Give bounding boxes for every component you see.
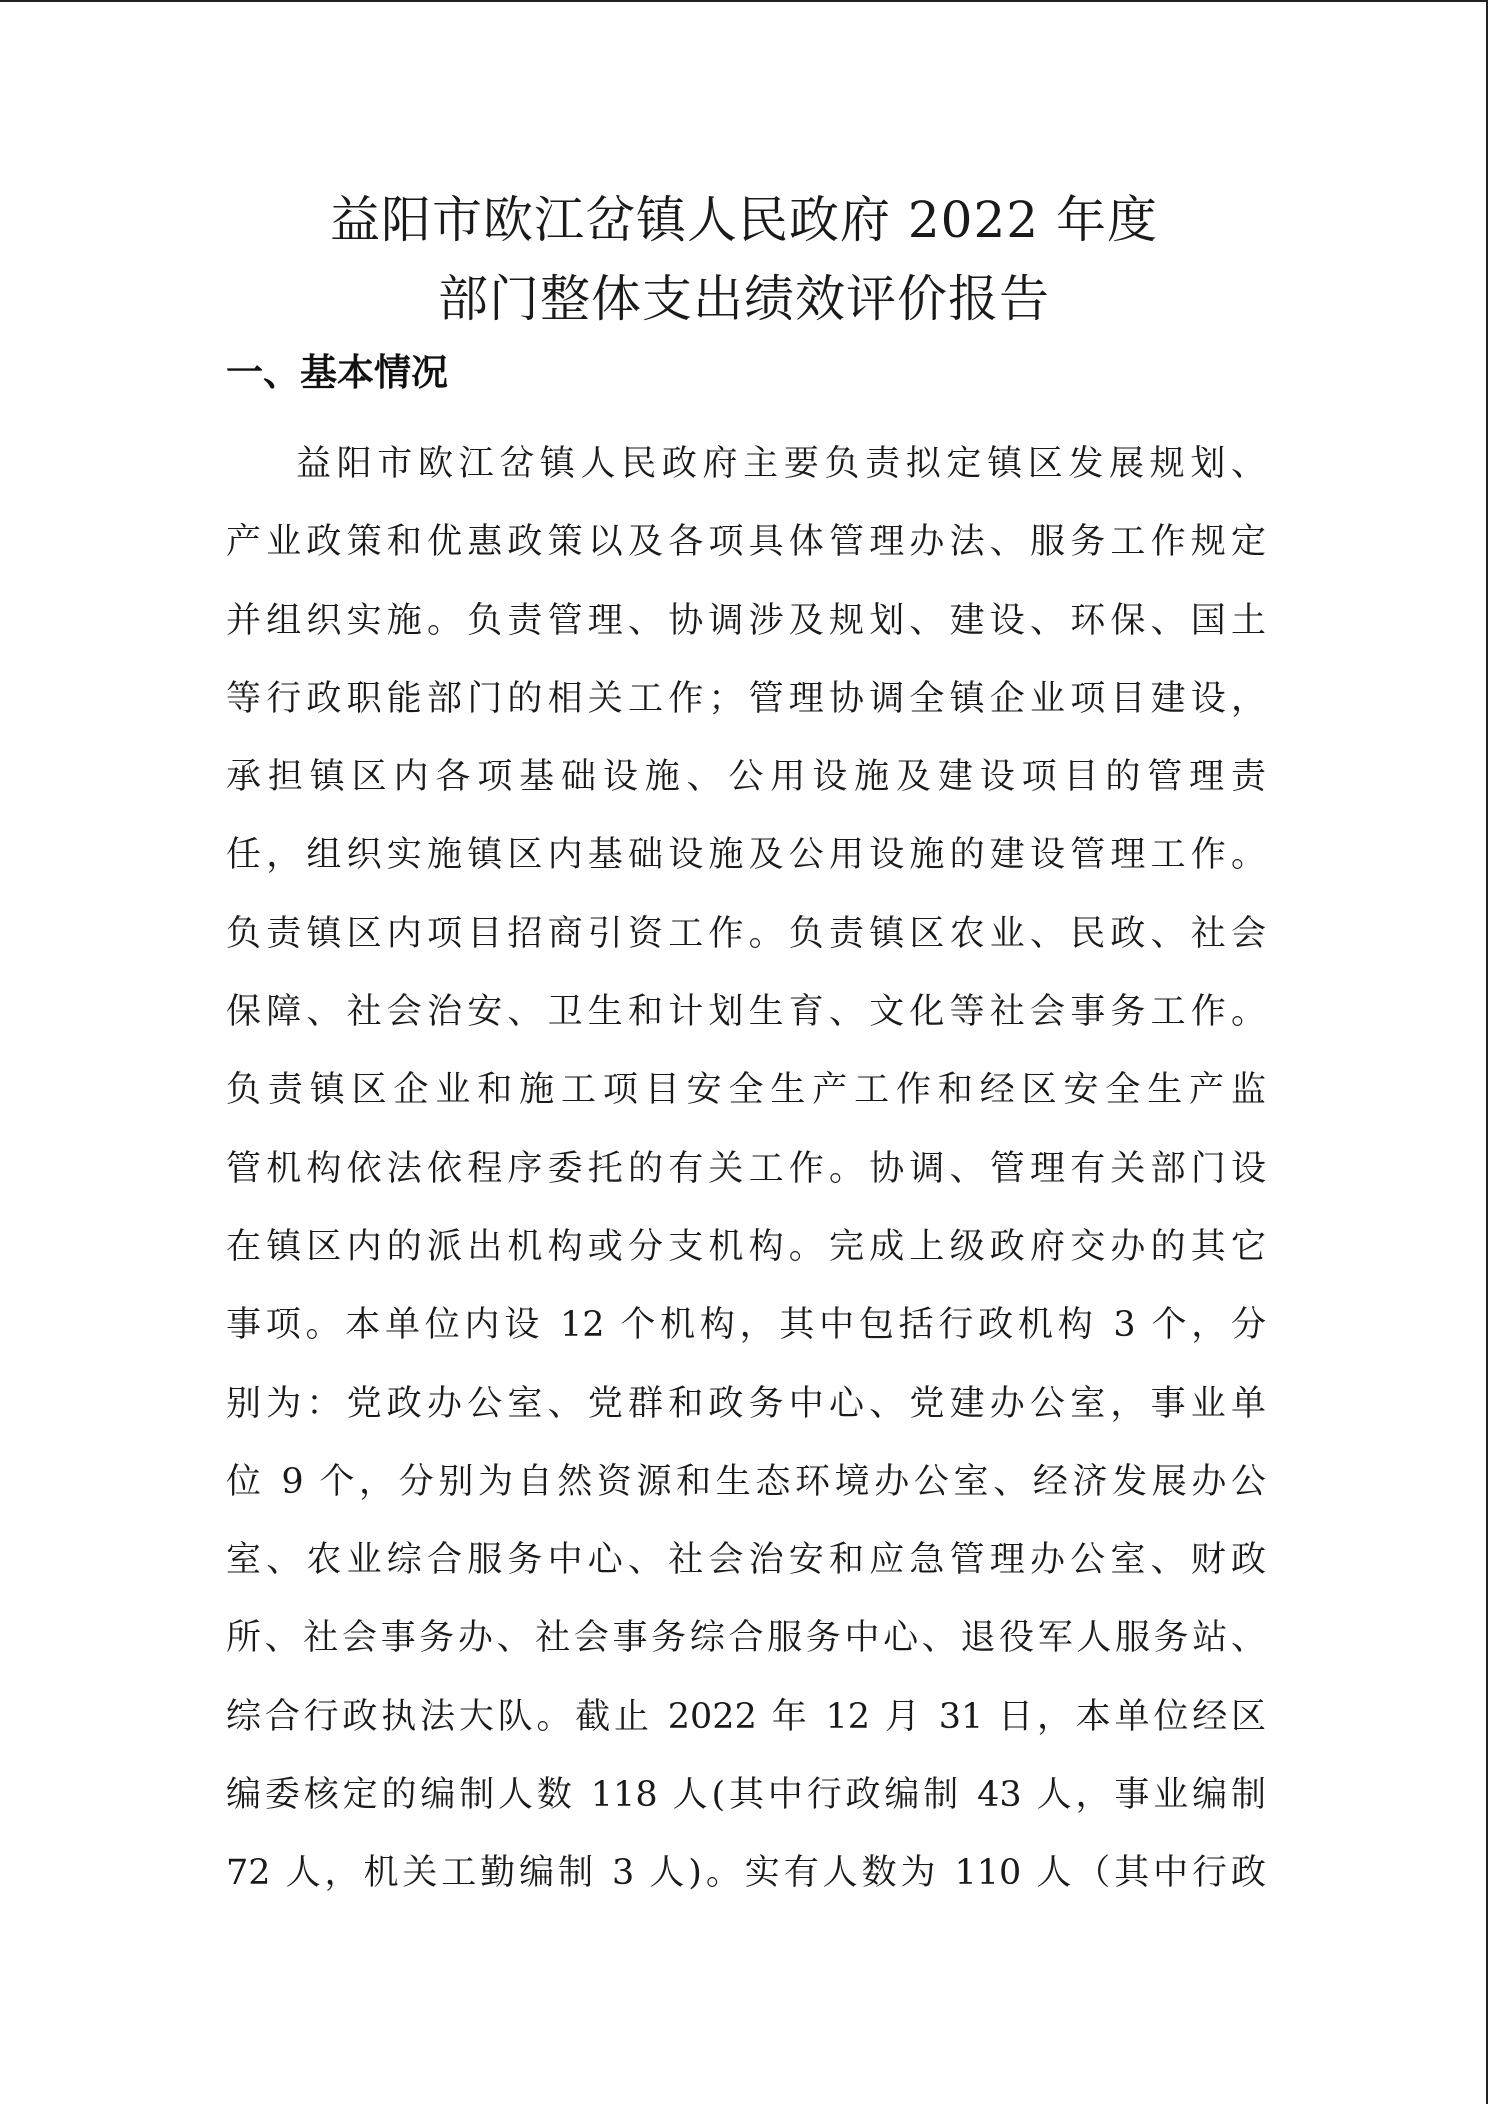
body-line: 承担镇区内各项基础设施、公用设施及建设项目的管理责 bbox=[226, 757, 1266, 798]
body-line: 室、农业综合服务中心、社会治安和应急管理办公室、财政 bbox=[226, 1540, 1266, 1581]
body-line: 在镇区内的派出机构或分支机构。完成上级政府交办的其它 bbox=[226, 1226, 1266, 1267]
body-line: 管机构依法依程序委托的有关工作。协调、管理有关部门设 bbox=[226, 1148, 1266, 1189]
section-body bbox=[226, 425, 1266, 1913]
body-line: 72 人，机关工勤编制 3 人)。实有人数为 110 人（其中行政 bbox=[226, 1853, 1266, 1894]
section-heading-basic-info: 一、基本情况 bbox=[226, 351, 448, 394]
body-line: 综合行政执法大队。截止 2022 年 12 月 31 日，本单位经区 bbox=[226, 1696, 1266, 1737]
body-line: 事项。本单位内设 12 个机构，其中包括行政机构 3 个，分 bbox=[226, 1305, 1266, 1346]
document-title-line-1: 益阳市欧江岔镇人民政府 2022 年度 bbox=[329, 191, 1159, 249]
body-line: 保障、社会治安、卫生和计划生育、文化等社会事务工作。 bbox=[226, 992, 1266, 1033]
body-line: 编委核定的编制人数 118 人(其中行政编制 43 人，事业编制 bbox=[226, 1775, 1266, 1816]
body-line: 产业政策和优惠政策以及各项具体管理办法、服务工作规定 bbox=[226, 522, 1266, 563]
body-line: 别为：党政办公室、党群和政务中心、党建办公室，事业单 bbox=[226, 1383, 1266, 1424]
body-line: 负责镇区企业和施工项目安全生产工作和经区安全生产监 bbox=[226, 1070, 1266, 1111]
body-line: 并组织实施。负责管理、协调涉及规划、建设、环保、国土 bbox=[226, 600, 1266, 641]
body-line: 益阳市欧江岔镇人民政府主要负责拟定镇区发展规划、 bbox=[296, 444, 1266, 484]
document-title-line-2: 部门整体支出绩效评价报告 bbox=[438, 270, 1050, 328]
body-line: 负责镇区内项目招商引资工作。负责镇区农业、民政、社会 bbox=[226, 913, 1266, 954]
body-line: 位 9 个，分别为自然资源和生态环境办公室、经济发展办公 bbox=[226, 1461, 1266, 1502]
body-line: 任，组织实施镇区内基础设施及公用设施的建设管理工作。 bbox=[226, 835, 1266, 876]
body-line: 所、社会事务办、社会事务综合服务中心、退役军人服务站、 bbox=[226, 1618, 1266, 1659]
body-line: 等行政职能部门的相关工作；管理协调全镇企业项目建设， bbox=[226, 678, 1266, 719]
